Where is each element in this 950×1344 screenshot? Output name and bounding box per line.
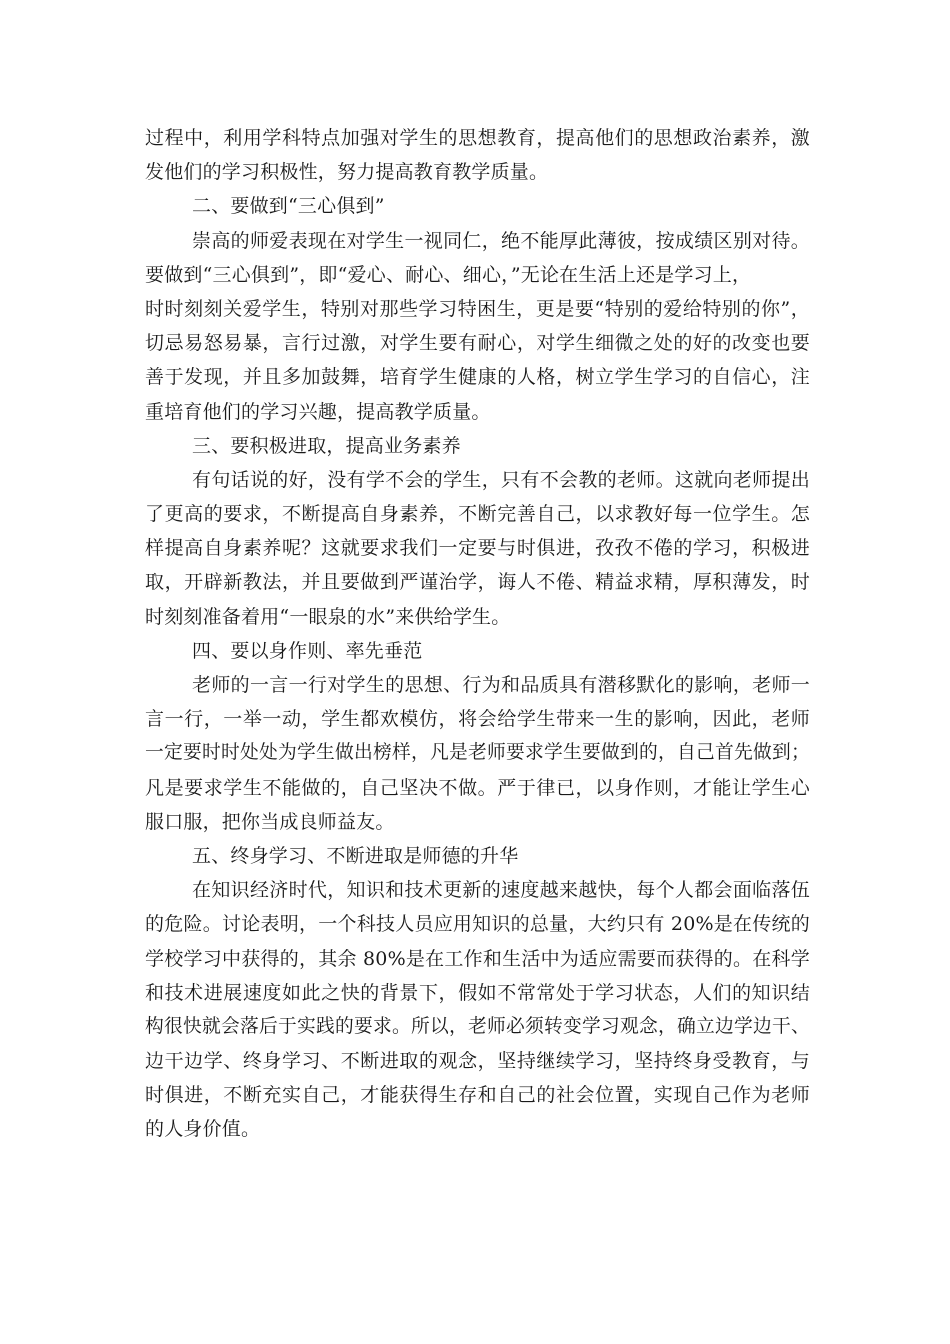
text-line: 时俱进，不断充实自己，才能获得生存和自己的社会位置，实现自己作为老师 (145, 1084, 810, 1107)
text-line: 善于发现，并且多加鼓舞，培育学生健康的人格，树立学生学习的自信心，注 (145, 366, 810, 389)
text-line: 学校学习中获得的，其余 80%是在工作和生活中为适应需要而获得的。在科学 (145, 947, 810, 970)
text-line: 边干边学、终身学习、不断进取的观念，坚持继续学习，坚持终身受教育，与 (145, 1050, 810, 1073)
text-line: 时刻刻准备着用“一眼泉的水”来供给学生。 (145, 605, 511, 628)
text-line: 的人身价值。 (145, 1118, 261, 1141)
text-line: 构很快就会落后于实践的要求。所以，老师必须转变学习观念，确立边学边干、 (145, 1015, 810, 1037)
text-line: 了更高的要求，不断提高自身素养，不断完善自己，以求教好每一位学生。怎 (145, 503, 810, 526)
text-line: 的危险。讨论表明，一个科技人员应用知识的总量，大约只有 20%是在传统的 (145, 913, 810, 936)
text-line: 四、要以身作则、率先垂范 (192, 639, 423, 662)
text-line: 二、要做到“三心俱到” (192, 195, 385, 218)
text-line: 一定要时时处处为学生做出榜样，凡是老师要求学生要做到的，自己首先做到； (145, 742, 810, 764)
text-line: 有句话说的好，没有学不会的学生，只有不会教的老师。这就向老师提出 (192, 468, 810, 491)
text-line: 过程中，利用学科特点加强对学生的思想教育，提高他们的思想政治素养，激 (145, 127, 810, 149)
text-line: 五、终身学习、不断进取是师德的升华 (192, 844, 519, 867)
text-line: 样提高自身素养呢？这就要求我们一定要与时俱进，孜孜不倦的学习，积极进 (145, 537, 810, 560)
text-line: 服口服，把你当成良师益友。 (145, 810, 395, 833)
text-line: 时时刻刻关爱学生，特别对那些学习特困生，更是要“特别的爱给特别的你”， (145, 297, 810, 320)
document-body (145, 121, 810, 1147)
text-line: 要做到“三心俱到”，即“爱心、耐心、细心，”无论在生活上还是学习上， (145, 263, 752, 286)
text-line: 发他们的学习积极性，努力提高教育教学质量。 (145, 161, 549, 184)
text-line: 取，开辟新教法，并且要做到严谨治学，诲人不倦、精益求精，厚积薄发，时 (145, 571, 810, 594)
text-line: 重培育他们的学习兴趣，提高教学质量。 (145, 400, 491, 423)
text-line: 三、要积极进取，提高业务素养 (192, 434, 461, 457)
text-line: 言一行，一举一动，学生都欢模仿，将会给学生带来一生的影响，因此，老师 (145, 708, 810, 731)
text-line: 切忌易怒易暴，言行过激，对学生要有耐心，对学生细微之处的好的改变也要 (145, 332, 810, 355)
text-line: 老师的一言一行对学生的思想、行为和品质具有潜移默化的影响，老师一 (192, 674, 810, 696)
text-line: 在知识经济时代，知识和技术更新的速度越来越快，每个人都会面临落伍 (192, 879, 810, 902)
text-line: 崇高的师爱表现在对学生一视同仁，绝不能厚此薄彼，按成绩区别对待。 (192, 229, 810, 252)
text-line: 和技术进展速度如此之快的背景下，假如不常常处于学习状态，人们的知识结 (145, 981, 810, 1004)
text-line: 凡是要求学生不能做的，自己坚决不做。严于律已，以身作则，才能让学生心 (145, 776, 810, 799)
